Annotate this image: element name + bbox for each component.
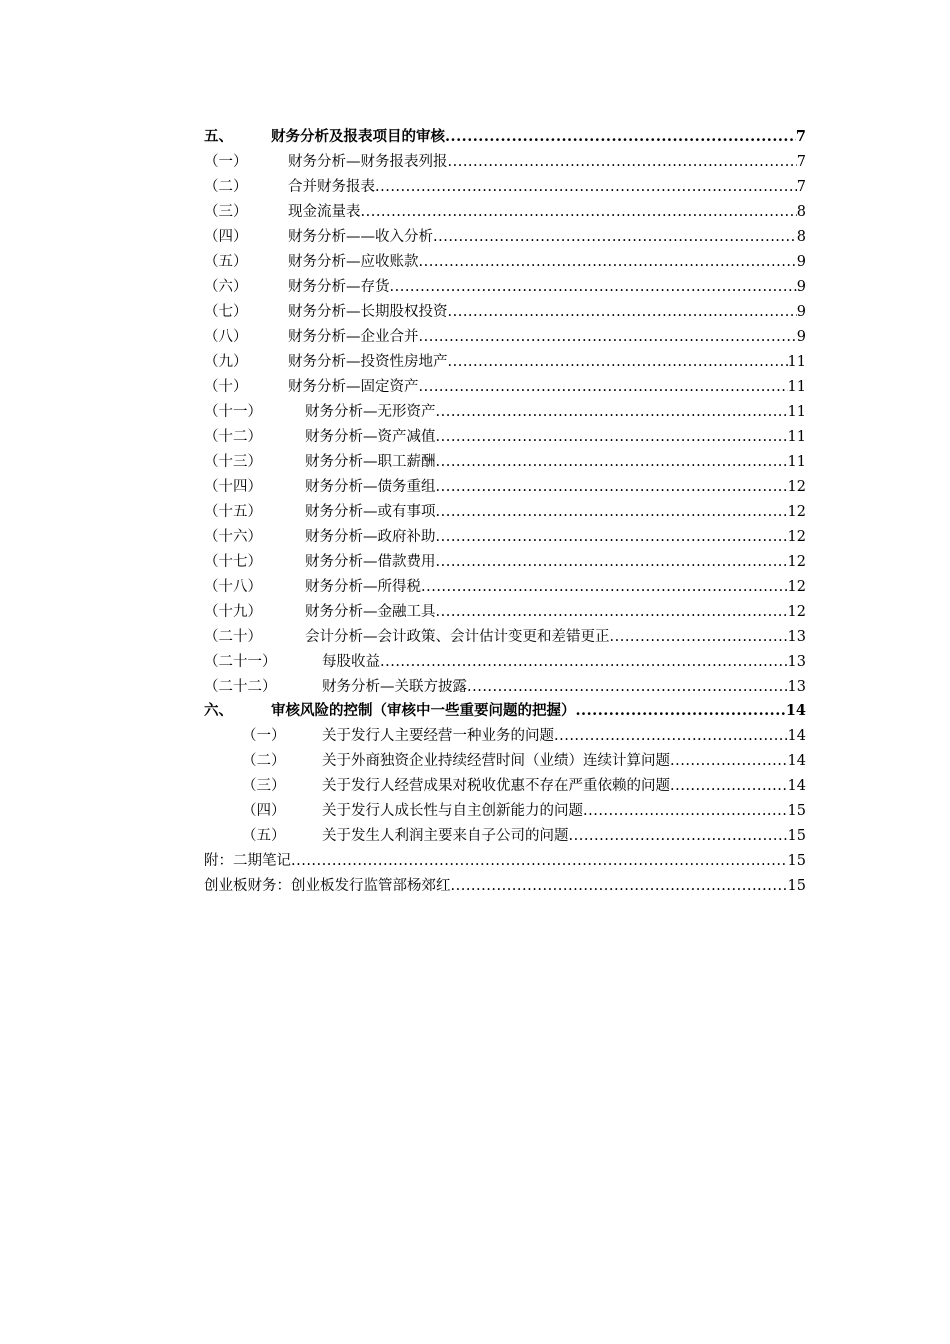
toc-entry-number: （四） xyxy=(242,803,286,819)
toc-entry-number: （二十一） xyxy=(204,654,277,670)
toc-dot-leader xyxy=(375,175,797,199)
toc-entry-page: 12 xyxy=(787,529,806,545)
toc-entry-number: （十九） xyxy=(204,604,262,620)
toc-dot-leader xyxy=(419,375,788,399)
toc-entry-number: （一） xyxy=(242,728,286,744)
toc-entry-title: 关于发行人主要经营一种业务的问题 xyxy=(322,728,554,744)
toc-entry-number: （九） xyxy=(204,354,248,370)
toc-entry-title: 财务分析—借款费用 xyxy=(305,554,436,570)
toc-dot-leader xyxy=(445,125,796,149)
toc-entry-title: 财务分析—关联方披露 xyxy=(322,679,467,695)
toc-entry-number: （十一） xyxy=(204,404,262,420)
toc-entry[interactable] xyxy=(204,675,806,699)
toc-entry[interactable] xyxy=(204,699,806,723)
toc-entry[interactable] xyxy=(204,799,806,823)
toc-dot-leader xyxy=(419,250,797,274)
toc-entry-title: 会计分析—会计政策、会计估计变更和差错更正 xyxy=(305,629,610,645)
toc-entry-title: 每股收益 xyxy=(322,654,380,670)
toc-entry[interactable] xyxy=(204,550,806,574)
toc-entry-title: 关于发行人经营成果对税收优惠不存在严重依赖的问题 xyxy=(322,778,670,794)
toc-entry-title: 财务分析——收入分析 xyxy=(288,229,433,245)
toc-entry-title: 财务分析及报表项目的审核 xyxy=(271,128,445,145)
toc-entry-page: 12 xyxy=(787,604,806,620)
toc-entry[interactable] xyxy=(204,849,806,873)
toc-entry-number: （二） xyxy=(204,179,248,195)
toc-entry-page: 14 xyxy=(787,728,806,744)
toc-dot-leader xyxy=(436,550,788,574)
toc-entry-title: 财务分析—金融工具 xyxy=(305,604,436,620)
toc-entry-page: 15 xyxy=(787,878,806,894)
toc-entry-title: 创业板财务：创业板发行监管部杨郊红 xyxy=(204,878,451,894)
toc-dot-leader xyxy=(467,675,788,699)
toc-dot-leader xyxy=(670,774,788,798)
toc-entry-title: 财务分析—债务重组 xyxy=(305,479,436,495)
toc-entry[interactable] xyxy=(204,400,806,424)
toc-entry-number: （十） xyxy=(204,379,248,395)
toc-dot-leader xyxy=(448,350,788,374)
toc-entry-number: （八） xyxy=(204,329,248,345)
toc-entry-title: 现金流量表 xyxy=(288,204,361,220)
toc-dot-leader xyxy=(361,200,797,224)
toc-entry-title: 关于发生人利润主要来自子公司的问题 xyxy=(322,828,569,844)
toc-entry-number: 五、 xyxy=(204,128,233,145)
toc-entry-title: 财务分析—或有事项 xyxy=(305,504,436,520)
toc-entry-title: 财务分析—长期股权投资 xyxy=(288,304,448,320)
toc-entry-title: 关于发行人成长性与自主创新能力的问题 xyxy=(322,803,583,819)
toc-entry-title: 财务分析—财务报表列报 xyxy=(288,154,448,170)
toc-entry-number: （五） xyxy=(242,828,286,844)
toc-entry[interactable] xyxy=(204,575,806,599)
toc-dot-leader xyxy=(419,325,797,349)
toc-entry-page: 9 xyxy=(796,279,806,295)
toc-dot-leader xyxy=(436,525,788,549)
toc-entry[interactable] xyxy=(204,500,806,524)
toc-entry-page: 12 xyxy=(787,504,806,520)
toc-entry[interactable] xyxy=(204,600,806,624)
toc-entry-title: 财务分析—所得税 xyxy=(305,579,421,595)
toc-dot-leader xyxy=(436,400,788,424)
toc-entry-page: 14 xyxy=(787,778,806,794)
toc-entry-title: 财务分析—资产减值 xyxy=(305,429,436,445)
toc-entry[interactable] xyxy=(204,450,806,474)
toc-entry-number: （六） xyxy=(204,279,248,295)
toc-entry[interactable] xyxy=(204,350,806,374)
toc-entry-title: 附：二期笔记 xyxy=(204,853,291,869)
toc-entry-page: 11 xyxy=(787,379,806,395)
toc-entry-page: 11 xyxy=(787,429,806,445)
toc-entry-page: 15 xyxy=(787,853,806,869)
toc-entry-page: 15 xyxy=(787,803,806,819)
toc-entry-number: （七） xyxy=(204,304,248,320)
toc-entry-page: 8 xyxy=(796,229,806,245)
toc-entry-number: （十六） xyxy=(204,529,262,545)
toc-entry-page: 12 xyxy=(787,479,806,495)
toc-entry-number: （十二） xyxy=(204,429,262,445)
toc-entry-title: 财务分析—无形资产 xyxy=(305,404,436,420)
toc-entry[interactable] xyxy=(204,175,806,199)
toc-entry[interactable] xyxy=(204,874,806,898)
toc-dot-leader xyxy=(436,500,788,524)
toc-entry-title: 合并财务报表 xyxy=(288,179,375,195)
toc-entry-page: 13 xyxy=(787,654,806,670)
toc-entry-number: （四） xyxy=(204,229,248,245)
toc-entry-title: 财务分析—企业合并 xyxy=(288,329,419,345)
toc-entry-title: 财务分析—应收账款 xyxy=(288,254,419,270)
toc-entry[interactable] xyxy=(204,250,806,274)
toc-entry[interactable] xyxy=(204,625,806,649)
toc-entry-title: 关于外商独资企业持续经营时间（业绩）连续计算问题 xyxy=(322,753,670,769)
toc-entry-number: （十八） xyxy=(204,579,262,595)
toc-entry[interactable] xyxy=(204,125,806,149)
toc-entry-page: 14 xyxy=(787,753,806,769)
toc-dot-leader xyxy=(451,874,788,898)
toc-dot-leader xyxy=(436,475,788,499)
toc-entry[interactable] xyxy=(204,749,806,773)
toc-entry-page: 12 xyxy=(787,579,806,595)
toc-entry-page: 9 xyxy=(796,329,806,345)
toc-entry[interactable] xyxy=(204,774,806,798)
toc-entry-page: 11 xyxy=(787,454,806,470)
toc-entry-page: 14 xyxy=(785,702,806,719)
toc-entry[interactable] xyxy=(204,475,806,499)
toc-entry[interactable] xyxy=(204,724,806,748)
toc-entry-number: （十七） xyxy=(204,554,262,570)
toc-dot-leader xyxy=(569,824,788,848)
toc-entry[interactable] xyxy=(204,650,806,674)
toc-entry[interactable] xyxy=(204,425,806,449)
toc-entry-page: 12 xyxy=(787,554,806,570)
toc-dot-leader xyxy=(448,300,797,324)
toc-dot-leader xyxy=(436,425,788,449)
toc-entry-number: （十五） xyxy=(204,504,262,520)
toc-entry[interactable] xyxy=(204,375,806,399)
toc-dot-leader xyxy=(554,724,788,748)
toc-entry[interactable] xyxy=(204,200,806,224)
toc-entry-number: （五） xyxy=(204,254,248,270)
toc-entry-number: （一） xyxy=(204,154,248,170)
toc-entry[interactable] xyxy=(204,225,806,249)
toc-entry-page: 8 xyxy=(796,204,806,220)
toc-entry-number: （十三） xyxy=(204,454,262,470)
toc-dot-leader xyxy=(610,625,788,649)
toc-entry-number: （三） xyxy=(204,204,248,220)
toc-entry[interactable] xyxy=(204,325,806,349)
toc-entry-title: 财务分析—固定资产 xyxy=(288,379,419,395)
toc-entry-page: 13 xyxy=(787,629,806,645)
toc-dot-leader xyxy=(433,225,797,249)
toc-entry-page: 11 xyxy=(787,354,806,370)
toc-entry-number: （二十） xyxy=(204,629,262,645)
toc-entry-number: （三） xyxy=(242,778,286,794)
toc-entry-page: 9 xyxy=(796,254,806,270)
toc-entry[interactable] xyxy=(204,525,806,549)
toc-dot-leader xyxy=(583,799,788,823)
toc-entry-number: （十四） xyxy=(204,479,262,495)
toc-entry[interactable] xyxy=(204,150,806,174)
toc-entry-page: 7 xyxy=(795,128,806,145)
toc-dot-leader xyxy=(390,275,797,299)
toc-entry-page: 13 xyxy=(787,679,806,695)
toc-entry-title: 财务分析—政府补助 xyxy=(305,529,436,545)
toc-dot-leader xyxy=(448,150,797,174)
toc-entry-title: 审核风险的控制（审核中一些重要问题的把握） xyxy=(271,702,576,719)
toc-entry-page: 7 xyxy=(796,154,806,170)
toc-entry[interactable] xyxy=(204,300,806,324)
toc-entry[interactable] xyxy=(204,824,806,848)
toc-dot-leader xyxy=(436,600,788,624)
toc-entry-page: 9 xyxy=(796,304,806,320)
toc-dot-leader xyxy=(576,699,786,723)
toc-entry-title: 财务分析—存货 xyxy=(288,279,390,295)
toc-entry-title: 财务分析—投资性房地产 xyxy=(288,354,448,370)
toc-entry-number: （二十二） xyxy=(204,679,277,695)
toc-dot-leader xyxy=(436,450,788,474)
toc-entry-title: 财务分析—职工薪酬 xyxy=(305,454,436,470)
toc-entry-page: 11 xyxy=(787,404,806,420)
toc-entry-number: 六、 xyxy=(204,702,233,719)
toc-entry-page: 15 xyxy=(787,828,806,844)
toc-entry-number: （二） xyxy=(242,753,286,769)
toc-entry-page: 7 xyxy=(796,179,806,195)
toc-dot-leader xyxy=(380,650,788,674)
toc-dot-leader xyxy=(421,575,788,599)
toc-dot-leader xyxy=(291,849,788,873)
toc-dot-leader xyxy=(670,749,788,773)
toc-entry[interactable] xyxy=(204,275,806,299)
